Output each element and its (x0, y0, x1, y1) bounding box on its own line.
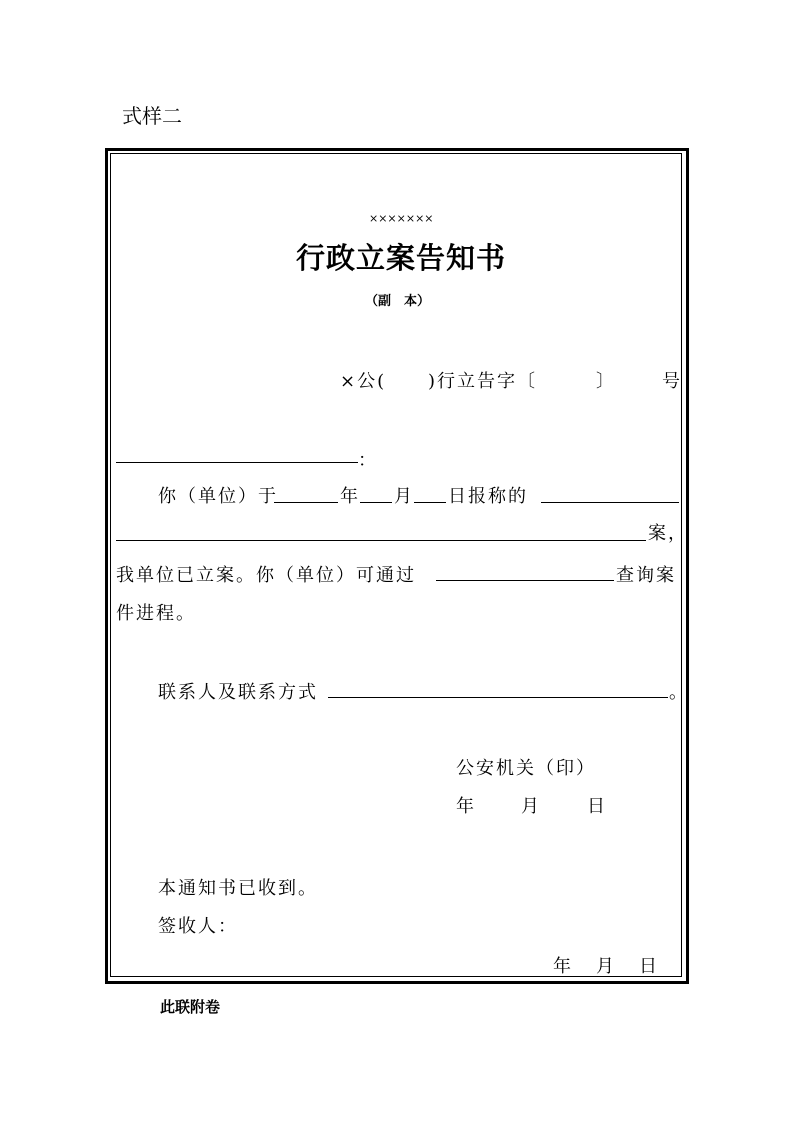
query-channel-underline[interactable] (436, 580, 614, 581)
line3-end: 查询案 (616, 565, 676, 586)
year-underline[interactable] (274, 502, 338, 503)
addressee-colon: ： (358, 450, 378, 471)
contact-end: 。 (669, 682, 689, 703)
line1-reported: 日报称的 (448, 486, 528, 507)
copy-label: （副 本） (365, 294, 431, 309)
footer-label: 此联附卷 (160, 998, 221, 1016)
header-mark: ××××××× (369, 212, 434, 225)
case-underline[interactable] (116, 540, 646, 541)
document-title: 行政立案告知书 (296, 241, 507, 275)
doc-number-suffix: 号 (662, 371, 682, 392)
addressee-underline[interactable] (116, 462, 358, 463)
line3-start: 我单位已立案。你（单位）可通过 (116, 565, 416, 586)
line2-end: 案， (648, 523, 688, 544)
style-label: 式样二 (122, 104, 182, 128)
report-content-underline[interactable] (541, 502, 679, 503)
contact-label: 联系人及联系方式 (158, 682, 318, 703)
line4: 件进程。 (116, 603, 196, 624)
date2-year: 年 (553, 956, 573, 977)
month-underline[interactable] (360, 502, 392, 503)
line1-month: 月 (394, 486, 414, 507)
contact-underline[interactable] (328, 697, 668, 698)
line1-year: 年 (340, 486, 360, 507)
doc-number-middle: )行立告字〔 (428, 371, 538, 392)
day-underline[interactable] (414, 502, 446, 503)
received-notice: 本通知书已收到。 (158, 878, 318, 899)
doc-number-prefix: ×公( (340, 371, 387, 392)
date1-day: 日 (587, 796, 607, 817)
date1-year: 年 (456, 796, 476, 817)
date2-month: 月 (596, 956, 616, 977)
authority-seal: 公安机关（印） (456, 758, 596, 779)
line1-start: 你（单位）于 (158, 486, 278, 507)
doc-number-bracket: 〕 (596, 371, 616, 392)
date2-day: 日 (639, 956, 659, 977)
signer-label: 签收人： (158, 916, 238, 937)
date1-month: 月 (521, 796, 541, 817)
